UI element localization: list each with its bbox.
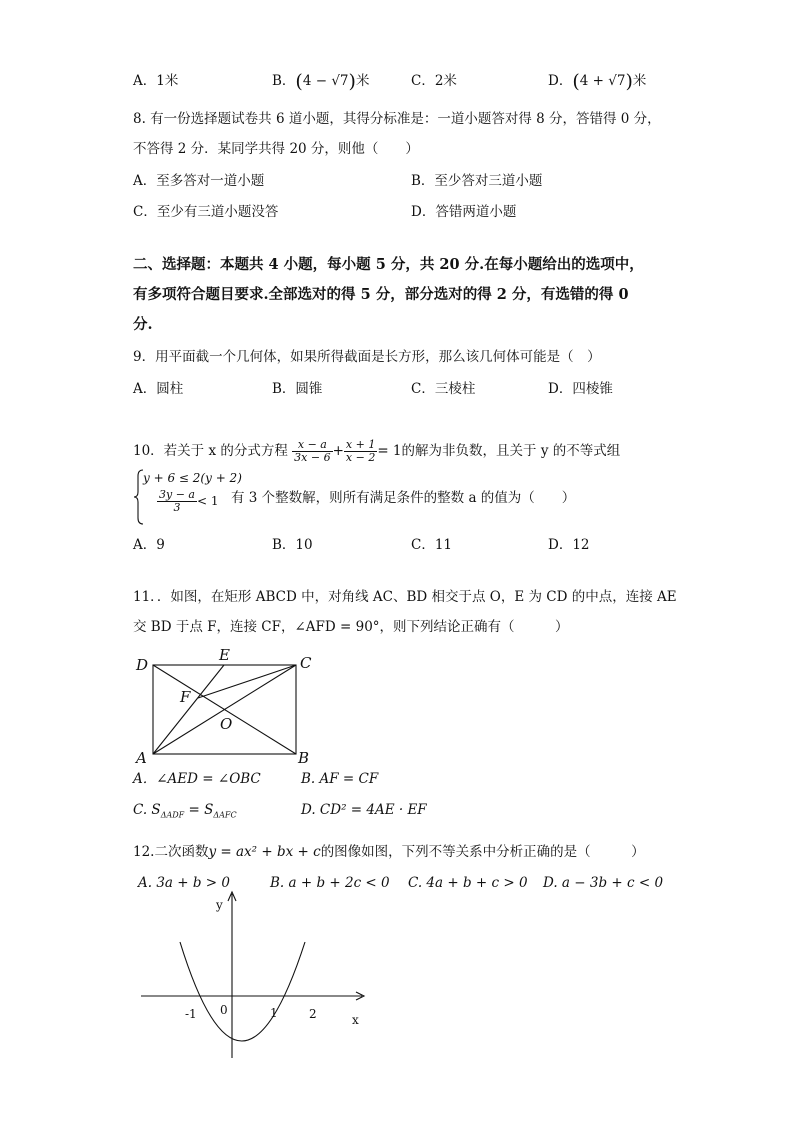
- tick-label-1: 1: [270, 1006, 278, 1020]
- q10-option-b: B．10: [272, 537, 313, 553]
- q12-option-d: D. a − 3b + c < 0: [543, 875, 664, 891]
- q11-rectangle-figure: [130, 643, 330, 768]
- q8-stem-line2: 不答得 2 分．某同学共得 20 分，则他（ ）: [133, 141, 419, 157]
- q9-option-c: C．三棱柱: [411, 381, 476, 397]
- label-b: B: [298, 749, 310, 767]
- q10-equals: = 1: [377, 443, 402, 459]
- segment-ae: [153, 665, 224, 754]
- q10-option-a: A．9: [133, 537, 165, 553]
- q7-option-d-expr: 4 + √7: [579, 73, 626, 89]
- q12-option-b: B. a + b + 2c < 0: [270, 875, 390, 891]
- q8-option-b: B．至少答对三道小题: [411, 173, 543, 189]
- section2-line3: 分.: [133, 316, 153, 333]
- q8-option-a: A．至多答对一道小题: [133, 173, 265, 189]
- q11-stem-line1: 11．．如图，在矩形 ABCD 中，对角线 AC、BD 相交于点 O，E 为 CD 的中点，连接 AE: [133, 589, 677, 605]
- q12-parabola-graph: [138, 890, 378, 1065]
- label-c: C: [300, 654, 312, 672]
- q11-stem-line2: 交 BD 于点 F，连接 CF，∠AFD = 90°，则下列结论正确有（ ）: [133, 619, 569, 635]
- q7-option-b-label: B．: [272, 73, 296, 89]
- q10-option-c: C．11: [411, 537, 453, 553]
- q7-option-b-unit: 米: [355, 73, 370, 89]
- q7-option-b-expr: 4 − √7: [302, 73, 349, 89]
- label-f: F: [180, 688, 191, 706]
- q8-option-c: C．至少有三道小题没答: [133, 204, 279, 220]
- axis-label-x: x: [352, 1013, 359, 1027]
- q7-option-d: D．(4 + √7)米: [548, 70, 647, 93]
- q11-option-d: D. CD² = 4AE · EF: [301, 802, 427, 818]
- label-d: D: [136, 656, 149, 674]
- q7-option-b: B．(4 − √7)米: [272, 70, 370, 93]
- q12-expression: y = ax² + bx + c: [208, 844, 321, 860]
- q10-stem: [133, 437, 620, 465]
- label-o: O: [220, 715, 233, 733]
- q12-option-a: A. 3a + b > 0: [138, 875, 230, 891]
- q11-option-a: A．∠AED = ∠OBC: [133, 771, 261, 787]
- q11-option-b: B. AF = CF: [301, 771, 379, 787]
- q8-option-d: D．答错两道小题: [411, 204, 517, 220]
- q12-stem: 12.二次函数y = ax² + bx + c的图像如图，下列不等关系中分析正确的是（ ）: [133, 844, 645, 860]
- q10-stem-tail: 有 3 个整数解，则所有满足条件的整数 a 的值为（ ）: [231, 490, 576, 506]
- section2-line1: 二、选择题：本题共 4 小题，每小题 5 分，共 20 分.在每小题给出的选项中，: [133, 256, 644, 273]
- label-e: E: [219, 646, 230, 664]
- q11-option-c: C. $S_{\Delta ADF} = S_{\Delta AFC}$: [133, 802, 237, 820]
- q7-option-d-label: D．: [548, 73, 573, 89]
- segment-cf: [198, 665, 296, 698]
- q9-option-d: D．四棱锥: [548, 381, 613, 397]
- q7-option-a: A．1米: [133, 73, 179, 89]
- q10-inequality-1: y + 6 ≤ 2(y + 2): [143, 471, 242, 485]
- q10-inequality-2: $\frac{3y - a}{3}$ < 1: [159, 488, 219, 514]
- tick-label-2: 2: [309, 1007, 317, 1021]
- q7-option-c: C．2米: [411, 73, 457, 89]
- q9-stem: 9．用平面截一个几何体，如果所得截面是长方形，那么该几何体可能是（ ）: [133, 349, 601, 365]
- q9-option-a: A．圆柱: [133, 381, 184, 397]
- q10-option-d: D．12: [548, 537, 590, 553]
- q10-plus: +: [332, 443, 344, 459]
- q9-option-b: B．圆锥: [272, 381, 323, 397]
- section2-line2: 有多项符合题目要求.全部选对的得 5 分，部分选对的得 2 分，有选错的得 0: [133, 286, 629, 303]
- q10-stem-suffix: 的解为非负数，且关于 y 的不等式组: [401, 443, 621, 459]
- q8-stem-line1: 8. 有一份选择题试卷共 6 道小题，其得分标准是：一道小题答对得 8 分，答错得 0 分，: [133, 111, 661, 127]
- tick-label-0: 0: [220, 1003, 228, 1017]
- q7-option-d-unit: 米: [632, 73, 647, 89]
- parabola-curve: [180, 942, 305, 1041]
- q10-stem-prefix: 10．若关于 x 的分式方程: [133, 443, 288, 459]
- axis-label-y: y: [216, 898, 223, 912]
- q12-option-c: C. 4a + b + c > 0: [408, 875, 528, 891]
- q10-fraction-2: $\frac{x + 1}{x - 2}$: [345, 438, 376, 464]
- tick-label-minus1: -1: [185, 1007, 197, 1021]
- label-a: A: [136, 749, 147, 767]
- q10-fraction-1: $\frac{x - a}{3x - 6}$: [294, 438, 331, 464]
